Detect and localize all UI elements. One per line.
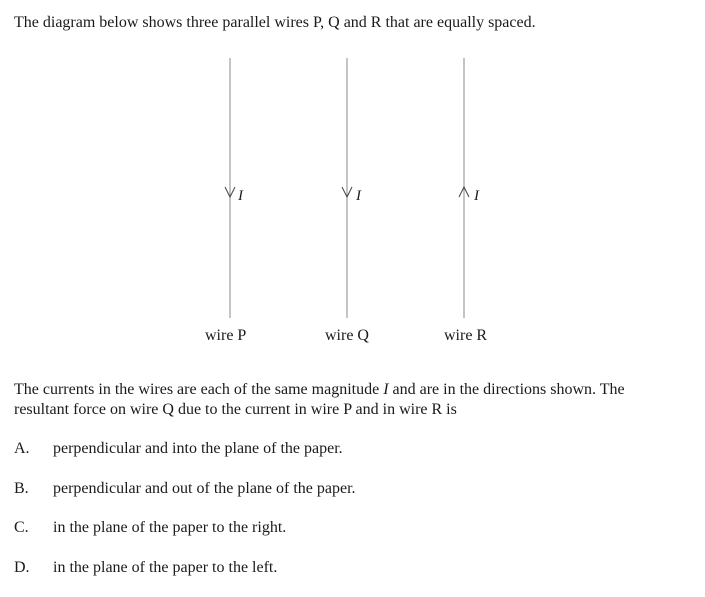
magnitude-symbol: I <box>383 381 389 398</box>
stem-line-2: resultant force on wire Q due to the current in wire P and in wire R is <box>14 401 457 418</box>
option-b[interactable] <box>14 480 356 498</box>
stem-line-1: The currents in the wires are each of the same magnitude I and are in the directions shown. The <box>14 381 625 398</box>
option-d-text: in the plane of the paper to the left. <box>53 559 278 576</box>
question-stem <box>14 380 686 420</box>
wire-q-current-label: I <box>356 188 361 204</box>
option-d-letter: D. <box>14 559 30 576</box>
wire-p-label: wire P <box>205 327 247 344</box>
option-d[interactable] <box>14 559 277 577</box>
wire-q-label: wire Q <box>325 327 369 344</box>
wire-r-label: wire R <box>444 327 488 344</box>
option-c-letter: C. <box>14 519 29 536</box>
question-intro: The diagram below shows three parallel wires P, Q and R that are equally spaced. <box>14 14 536 31</box>
option-b-letter: B. <box>14 480 29 497</box>
option-c-text: in the plane of the paper to the right. <box>53 519 287 536</box>
option-a-letter: A. <box>14 440 30 457</box>
wire-p-current-label: I <box>238 188 243 204</box>
option-a[interactable] <box>14 440 343 458</box>
option-b-text: perpendicular and out of the plane of the paper. <box>53 480 356 497</box>
option-c[interactable] <box>14 519 286 537</box>
option-a-text: perpendicular and into the plane of the paper. <box>53 440 343 457</box>
wire-r-current-label: I <box>474 188 479 204</box>
